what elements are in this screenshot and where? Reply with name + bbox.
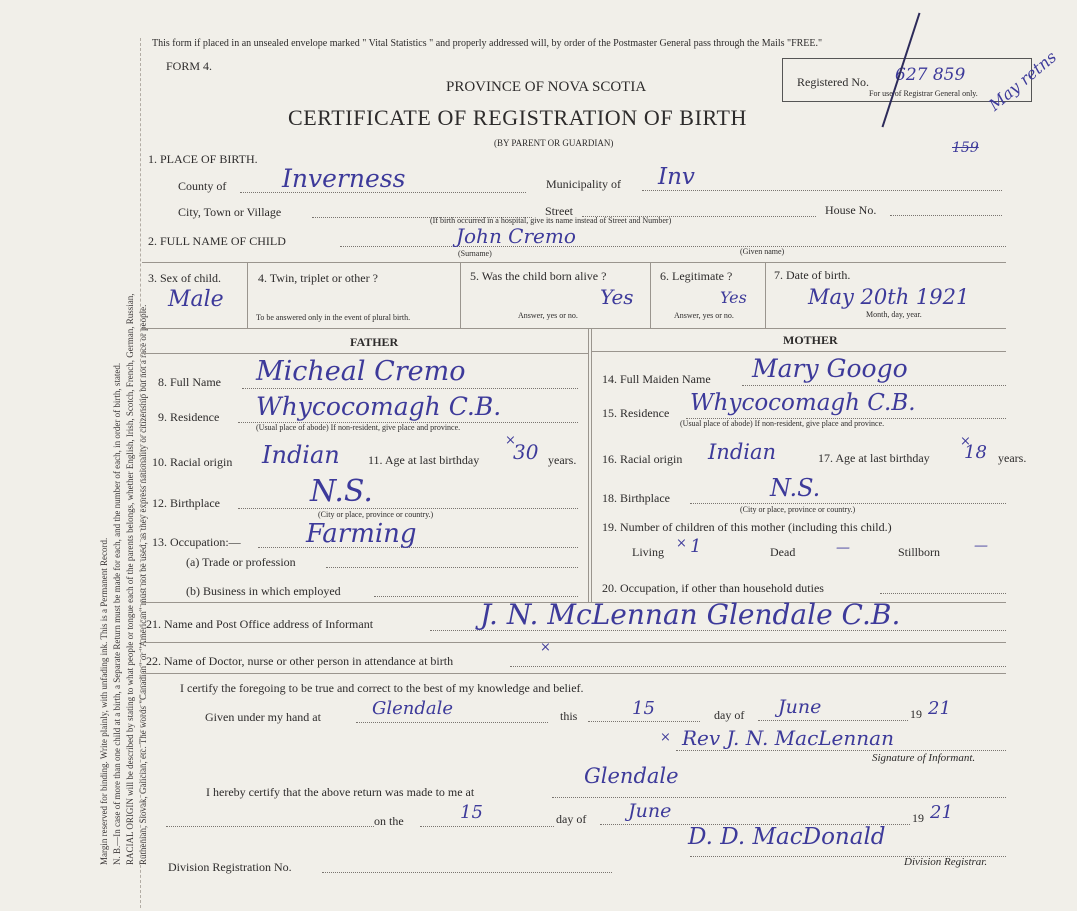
mother-name-value: Mary Googo [752,354,908,383]
father-birthplace-value: N.S. [310,474,373,509]
doctor-label: 22. Name of Doctor, nurse or other person in attendance at birth [146,654,454,668]
municipality-label: Municipality of [546,177,621,191]
on-the-label: on the [374,814,404,828]
certificate-title: CERTIFICATE OF REGISTRATION OF BIRTH [288,105,747,130]
children-count-label: 19. Number of children of this mother (including this child.) [602,520,892,534]
struck-number: 159 [952,140,979,156]
certify-day-of-label: day of [714,708,745,722]
business-label: (b) Business in which employed [186,584,341,598]
mother-name-label: 14. Full Maiden Name [602,372,711,386]
municipality-value: Inv [658,164,695,190]
father-age-label: 11. Age at last birthday [368,453,480,467]
sex-label: 3. Sex of child. [148,271,221,285]
dead-value: — [836,540,850,556]
certify-year-prefix: 19 [910,707,922,721]
father-racial-origin-label: 10. Racial origin [152,455,233,469]
x-mark: × [676,536,687,551]
twin-note: To be answered only in the event of plural birth. [256,313,411,322]
street-label: Street [545,204,573,218]
mother-age-unit: years. [998,451,1027,465]
this-label: this [560,709,578,723]
mail-notice: This form if placed in an unsealed envelope marked " Vital Statistics " and properly addressed will, by order of the Postmaster General pass through the Mails "FREE." [152,38,823,49]
certify-month-value: June [778,696,822,718]
birth-date-value: May 20th 1921 [808,285,970,309]
birth-date-label: 7. Date of birth. [774,268,851,282]
legitimate-value: Yes [720,288,747,307]
x-mark: × [960,434,971,449]
stillborn-value: — [974,538,988,554]
informant-value: J. N. McLennan Glendale C.B. [480,598,901,631]
father-residence-note: (Usual place of abode) If non-resident, give place and province. [256,423,461,432]
registrar-day-value: 15 [460,802,483,823]
registrar-place-value: Glendale [584,764,679,788]
mother-age-value: 18 [964,442,987,463]
mother-age-label: 17. Age at last birthday [818,451,930,465]
born-alive-note: Answer, yes or no. [518,311,578,320]
trade-label: (a) Trade or profession [186,555,296,569]
informant-signature: Rev J. N. MacLennan [682,726,894,750]
father-birthplace-label: 12. Birthplace [152,496,220,510]
father-name-label: 8. Full Name [158,375,221,389]
father-occupation-value: Farming [306,519,417,549]
sex-value: Male [168,287,224,312]
living-label: Living [632,545,664,559]
dead-label: Dead [770,545,796,559]
registrar-use-note: For use of Registrar General only. [869,89,978,98]
father-age-value: 30 [513,440,539,464]
given-name-caption: (Given name) [740,247,785,256]
mother-residence-note: (Usual place of abode) If non-resident, give place and province. [680,419,885,428]
mother-residence-value: Whycocomagh C.B. [690,390,916,416]
father-residence-value: Whycocomagh C.B. [256,392,502,421]
margin-line-3: RACIAL ORIGIN will be described by stating to what people or tongue each of the parents belongs, whether English, Irish, Scotch, French, German, Russian, [125,293,135,865]
birth-date-note: Month, day, year. [866,310,922,319]
registrar-year-prefix: 19 [912,811,924,825]
mother-occupation-label: 20. Occupation, if other than household duties [602,581,824,595]
margin-divider [140,38,141,908]
margin-line-2: N. B.—In case of more than one child at a birth, a Separate Return must be made for each, and the number of each, in order of birth, stated. [112,362,122,865]
stillborn-label: Stillborn [898,545,941,559]
house-number-label: House No. [825,203,877,217]
father-heading: FATHER [350,335,399,349]
mother-racial-origin-value: Indian [708,440,777,464]
registrar-month-value: June [628,800,672,822]
born-alive-label: 5. Was the child born alive ? [470,269,607,283]
father-residence-label: 9. Residence [158,410,220,424]
given-place-value: Glendale [372,698,454,719]
certify-year-value: 21 [928,698,951,719]
registrar-statement: I hereby certify that the above return was made to me at [206,785,475,799]
province-heading: PROVINCE OF NOVA SCOTIA [446,79,647,95]
twin-label: 4. Twin, triplet or other ? [258,271,378,285]
margin-line-1: Margin reserved for binding. Write plainly, with unfading ink. This is a Permanent Record. [99,537,109,865]
legitimate-label: 6. Legitimate ? [660,269,733,283]
county-value: Inverness [282,164,406,193]
registered-number: 627 859 [895,65,966,85]
mother-birthplace-note: (City or place, province or country.) [740,505,856,514]
hospital-note: (If birth occurred in a hospital, give its name instead of Street and Number) [430,216,672,225]
child-name-label: 2. FULL NAME OF CHILD [148,234,286,248]
certify-day-value: 15 [632,698,655,719]
certify-statement: I certify the foregoing to be true and correct to the best of my knowledge and belief. [180,681,584,695]
margin-note: May retns [985,47,1061,115]
mother-racial-origin-label: 16. Racial origin [602,452,683,466]
born-alive-value: Yes [600,285,634,309]
mother-heading: MOTHER [783,333,838,347]
x-mark: × [660,730,671,745]
given-under-label: Given under my hand at [205,710,321,724]
margin-instructions [98,35,150,865]
father-occupation-label: 13. Occupation:— [152,535,241,549]
father-age-unit: years. [548,453,577,467]
father-name-value: Micheal Cremo [256,356,466,387]
mother-birthplace-label: 18. Birthplace [602,491,670,505]
registered-number-label: Registered No. [797,75,869,89]
margin-line-4: Ruthenian, Slovak, Galician, etc. The words "Canadian" or "American" must not be used, as they express nationality or citizenship but not a race or people. [138,304,148,865]
mother-residence-label: 15. Residence [602,406,670,420]
surname-caption: (Surname) [458,249,492,258]
x-mark: × [540,640,551,655]
child-name-value: John Cremo [456,224,576,248]
certificate-subtitle: (BY PARENT OR GUARDIAN) [494,138,614,148]
signature-of-informant-label: Signature of Informant. [872,752,976,764]
county-label: County of [178,179,227,193]
informant-label: 21. Name and Post Office address of Informant [146,617,374,631]
city-label: City, Town or Village [178,205,282,219]
division-registration-label: Division Registration No. [168,860,292,874]
mother-birthplace-value: N.S. [770,474,821,502]
registrar-signature: D. D. MacDonald [688,824,886,850]
division-registrar-label: Division Registrar. [904,856,988,868]
form-number: FORM 4. [166,59,213,73]
father-birthplace-note: (City or place, province or country.) [318,510,434,519]
x-mark: × [505,433,516,448]
registrar-year-value: 21 [930,802,953,823]
place-of-birth-label: 1. PLACE OF BIRTH. [148,152,258,166]
living-value: 1 [690,536,702,557]
registrar-day-of-label: day of [556,812,587,826]
father-racial-origin-value: Indian [262,441,340,469]
legitimate-note: Answer, yes or no. [674,311,734,320]
